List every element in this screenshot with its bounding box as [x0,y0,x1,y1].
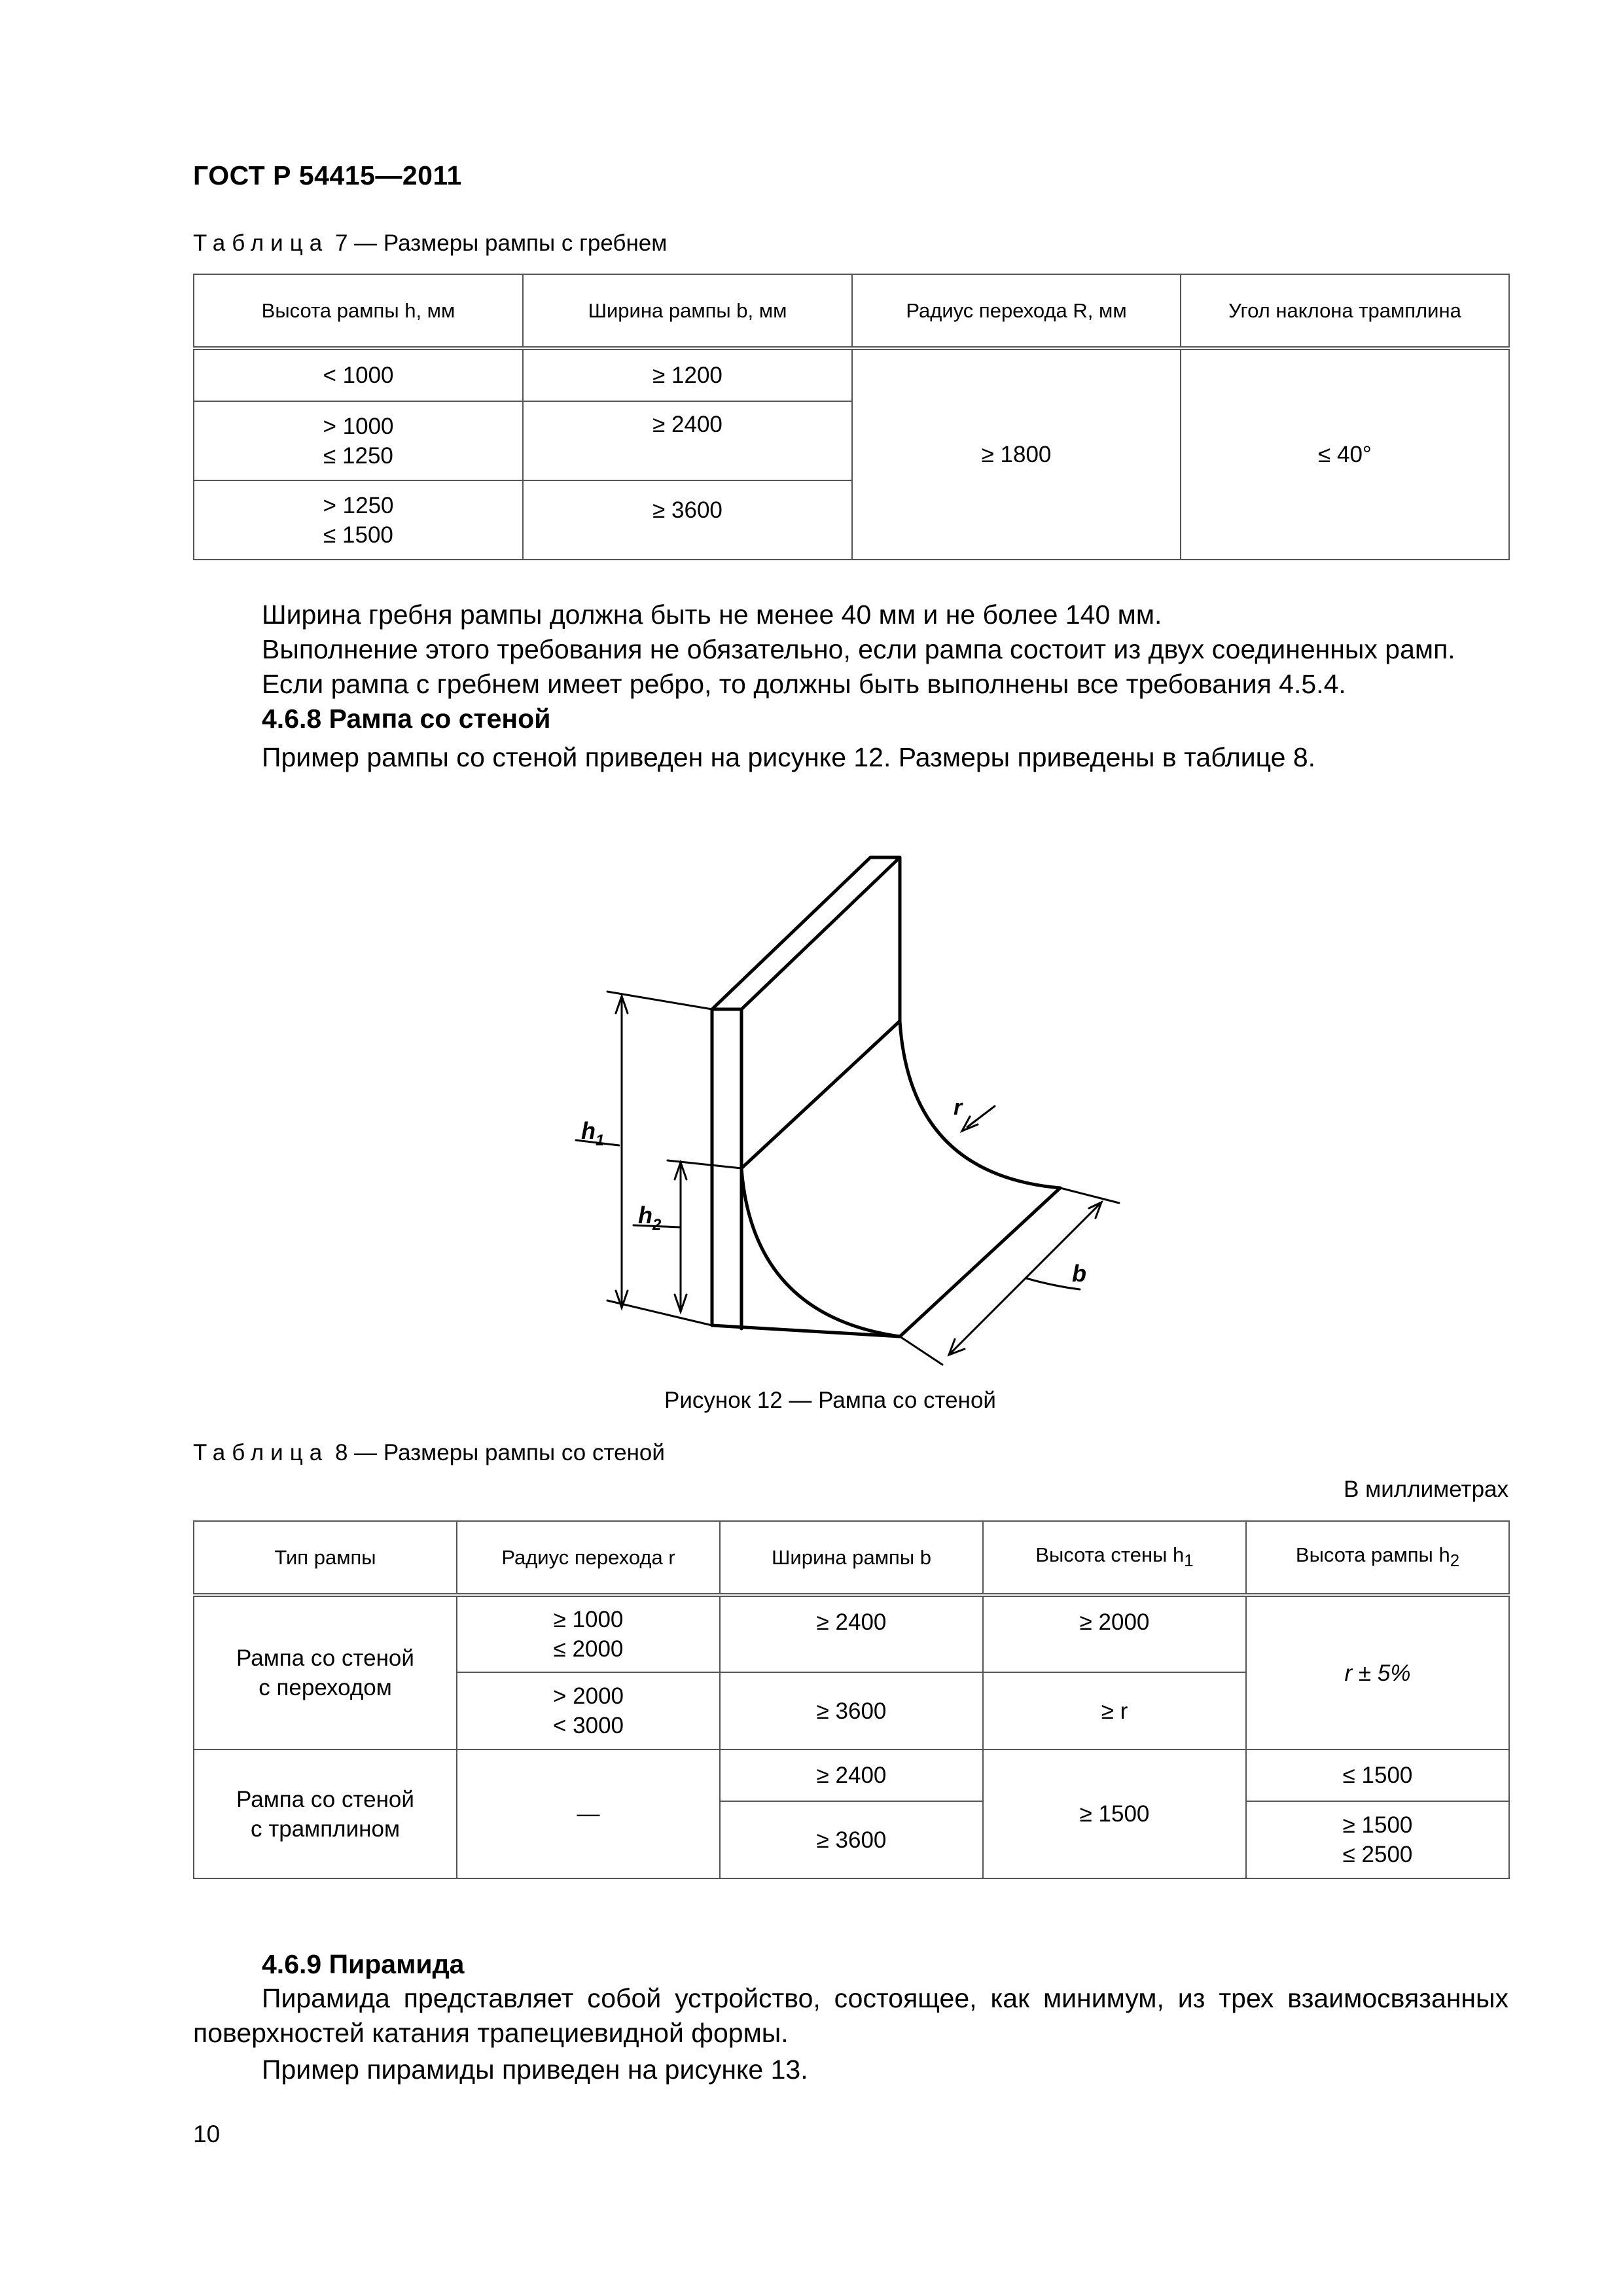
table-cell: > 1250 ≤ 1500 [194,480,523,560]
table8-type-cell: Рампа со стеной с переходом [194,1595,457,1749]
table-cell: > 1000 ≤ 1250 [194,401,523,480]
table8-caption-word: Таблица [193,1440,329,1465]
wall-line [741,1021,900,1168]
table7-radius-cell: ≥ 1800 [852,348,1181,560]
table-cell: ≥ 3600 [720,1672,983,1749]
table-cell: ≥ 1500 ≤ 2500 [1246,1801,1509,1878]
table7-caption [193,230,667,257]
table8-header-h2: Высота рампы $h_2$ [1246,1521,1509,1595]
label-b: b [1072,1260,1086,1287]
table8-units: В миллиметрах [1344,1477,1508,1502]
table7-angle-cell: ≤ 40° [1181,348,1509,560]
wall-top-edge [712,857,900,1009]
paragraph: Пирамида представляет собой устройство, состоящее, как минимум, из трех взаимосвязанных поверхностей катания трапециевидной формы. [193,1983,1508,2048]
table8-header-radius: Радиус перехода r [457,1521,720,1595]
table-cell: ≤ 1500 [1246,1749,1509,1801]
paragraph: Пример рампы со стеной приведен на рисунке 12. Размеры приведены в таблице 8. [262,742,1316,772]
label-h2: $h_2$ [638,1202,662,1234]
ramp-curve [900,1021,1060,1188]
table8-header-h1: Высота стены $h_1$ [983,1521,1246,1595]
table-cell: ≥ 2400 [523,401,852,480]
document-code-header: ГОСТ Р 54415—2011 [193,160,462,190]
ramp-edge [900,1188,1060,1336]
table-cell: < 1000 [194,348,523,401]
table8-caption [193,1440,665,1466]
table8-header-type: Тип рампы [194,1521,457,1595]
table8-type-cell: Рампа со стеной с трамплином [194,1749,457,1878]
table-cell: ≥ 1200 [523,348,852,401]
table8-header-width: Ширина рампы b [720,1521,983,1595]
ramp-curve [741,1168,900,1336]
paragraph: Ширина гребня рампы должна быть не менее 40 мм и не более 140 мм. [262,600,1162,630]
figure-12-ramp-with-wall [563,838,1152,1394]
table-cell: > 2000 < 3000 [457,1672,720,1749]
table-cell: ≥ 1000 ≤ 2000 [457,1595,720,1672]
table7-header-angle: Угол наклона трамплина [1181,274,1509,348]
table-cell: ≥ 1500 [983,1749,1246,1878]
paragraph: Выполнение этого требования не обязательно, если рампа состоит из двух соединенных рамп. [262,634,1455,664]
section-heading-4-6-8: 4.6.8 Рампа со стеной [262,704,551,734]
page-number: 10 [193,2121,221,2147]
table-cell: ≥ 2000 [983,1595,1246,1672]
table7-header-width: Ширина рампы b, мм [523,274,852,348]
table8-h2-cell: r ± 5% [1246,1595,1509,1749]
label-r: r [954,1095,963,1120]
table-cell: ≥ 3600 [720,1801,983,1878]
paragraph: Если рампа с гребнем имеет ребро, то должны быть выполнены все требования 4.5.4. [262,669,1346,699]
table-cell: ≥ 2400 [720,1749,983,1801]
table8-caption-text: 8 — Размеры рампы со стеной [334,1440,665,1465]
label-h1: $h_1$ [581,1117,605,1149]
table7-header-radius: Радиус перехода R, мм [852,274,1181,348]
section-heading-4-6-9: 4.6.9 Пирамида [262,1949,465,1979]
table7-caption-text: 7 — Размеры рампы с гребнем [334,230,668,256]
table7 [193,274,1510,560]
paragraph: Пример пирамиды приведен на рисунке 13. [262,2054,808,2085]
table-cell: — [457,1749,720,1878]
table-cell: ≥ 2400 [720,1595,983,1672]
table8 [193,1520,1510,1879]
table-cell: ≥ r [983,1672,1246,1749]
table7-header-height: Высота рампы h, мм [194,274,523,348]
table-cell: ≥ 3600 [523,480,852,560]
figure-12-caption: Рисунок 12 — Рампа со стеной [664,1388,996,1413]
table7-caption-word: Таблица [193,230,329,256]
